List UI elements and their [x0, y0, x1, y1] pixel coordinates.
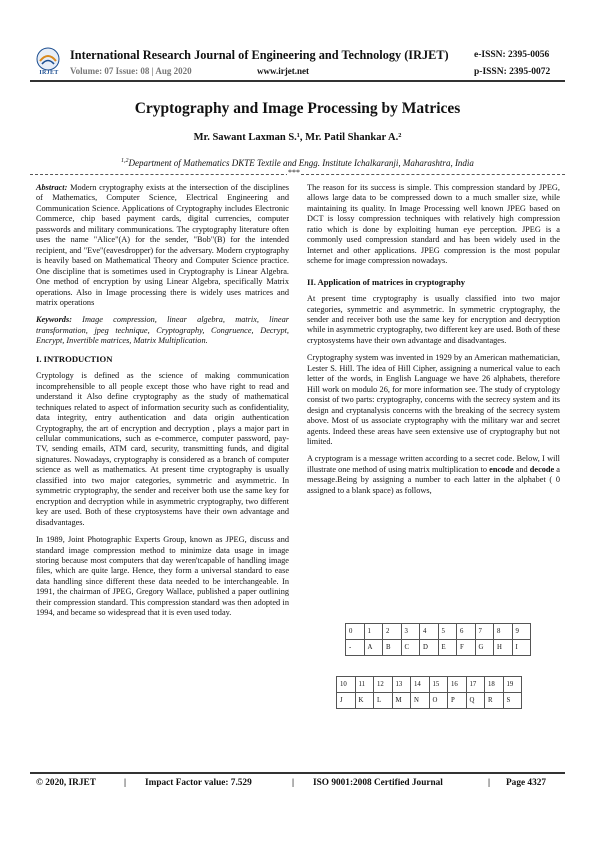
left-column	[36, 183, 289, 626]
footer-separator: |	[488, 778, 491, 788]
alphabet-table-1	[345, 623, 531, 656]
table-cell: 18	[485, 677, 504, 693]
alphabet-table-2	[336, 676, 522, 709]
table-cell: H	[494, 640, 513, 656]
table-cell: 15	[429, 677, 448, 693]
abstract-text: Modern cryptography exists at the intersection of the disciplines of Mathematics, Computer Science, Electrical Engineering and Communication Science. Applications of Cryptography includes Electronic Commerce, chip based payment cards, digital currencies, computer passwords and military communications. The cryptography literature often uses the name "Alice"(A) for the sender, "Bob"(B) for the intended recipient, and "Eve"(eavesdropper) for the adversary. Modern cryptography is heavily based on Mathematical Theory and Computer Science practice. One discipline that is sometimes used in Cryptography is Linear Algebra. One method of encryption by using Linear Algebra, specifically Matrix operations. Also in Image processing there is widely uses matrices and matrix operations	[36, 183, 289, 307]
table-cell: 8	[494, 624, 513, 640]
table2-letter-row	[337, 693, 522, 709]
website-link[interactable]: www.irjet.net	[257, 66, 309, 76]
table-cell: 16	[448, 677, 467, 693]
footer-copyright: © 2020, IRJET	[36, 778, 96, 788]
table-cell: G	[475, 640, 494, 656]
table-cell: D	[420, 640, 439, 656]
table-cell: 11	[355, 677, 374, 693]
affiliation-sup: 1,2	[121, 158, 129, 164]
table-cell: Q	[466, 693, 485, 709]
footer-rule	[30, 772, 565, 774]
jpeg-paragraph: The reason for its success is simple. This compression standard by JPEG, allows large data to be compressed down to a much smaller size, while maintaining its quality. In Image Processing well known JPEG based on DCT is lossy compression techniques with relatively high compression ratio which is done by exploiting human eye perception. JPEG is a commonly used compression standard and has been widely used in the Internet and other applications. JPEG compression is the most popular scheme for image compression nowadays.	[307, 183, 560, 266]
table-cell: E	[438, 640, 457, 656]
abstract	[36, 183, 289, 308]
footer-separator: |	[292, 778, 295, 788]
table-cell: C	[401, 640, 420, 656]
footer-impact-factor: Impact Factor value: 7.529	[145, 778, 252, 788]
p-issn: p-ISSN: 2395-0072	[474, 67, 551, 77]
table-cell: N	[411, 693, 430, 709]
separator-stars: ***	[288, 168, 300, 177]
table-cell: M	[392, 693, 411, 709]
table-cell: 7	[475, 624, 494, 640]
table-cell: 17	[466, 677, 485, 693]
intro-paragraph-1: Cryptology is defined as the science of making communication incomprehensible to all people except those who have right to read and understand it Also define cryptography as the study of mathematical techniques related to aspect of information security such as confidentiality, data integrity, entry authentication and data origin authentication Cryptography, the art of encryption and decryption , plays a major part in cellular communications, such as e-commerce, computer password, pay- TV, sending emails, ATM card, security, transmitting funds, and digital signatures. Nowadays, cryptography is considered as a branch of computer science as well as mathematics. At present time cryptography is usually classified into two major categories, symmetric and asymmetric. In symmetric cryptography, the sender and receiver both use the same key for encryption and decryption while in asymmetric cryptography, two different key are used. Both of these cryptosystems have their own advantage and disadvantages.	[36, 371, 289, 527]
right-column	[307, 183, 560, 503]
logo-text: IRJET	[39, 70, 59, 76]
table-cell: 14	[411, 677, 430, 693]
cryptogram-text-a: A cryptogram is a message written according to a secret code. Below, I will illustrate one method of using matrix multiplication to	[307, 454, 560, 474]
intro-paragraph-2: In 1989, Joint Photographic Experts Group, known as JPEG, discuss and standard image compression method to minimize data usage in image storing because most computers that day weren'tcapable of handling image files, which are quite large. Hence, they form a universal standard to ease data handling since different these data needed to be interchangeable. In 1991, the chairman of JPEG, Gregory Wallace, published a paper outlining their compression standard. This compression standard was then adopted in 1994, and became so widespread that it is even used today.	[36, 535, 289, 618]
paper-title: Cryptography and Image Processing by Matrices	[134, 100, 461, 117]
table1-letter-row	[346, 640, 531, 656]
table-cell: 10	[337, 677, 356, 693]
table-cell: I	[512, 640, 531, 656]
table-cell: 4	[420, 624, 439, 640]
keywords	[36, 315, 289, 346]
abstract-label: Abstract:	[36, 183, 68, 192]
table-cell: O	[429, 693, 448, 709]
keywords-label: Keywords:	[36, 315, 72, 325]
encode-word: encode	[489, 464, 514, 474]
table-cell: 0	[346, 624, 365, 640]
intro-heading: I. INTRODUCTION	[36, 353, 113, 364]
table-cell: 9	[512, 624, 531, 640]
table-cell: A	[364, 640, 383, 656]
footer-page-number: Page 4327	[506, 778, 547, 788]
table-cell: 2	[383, 624, 402, 640]
irjet-logo-icon	[36, 47, 60, 71]
table-cell: L	[374, 693, 393, 709]
table-cell: 1	[364, 624, 383, 640]
table-cell: S	[503, 693, 522, 709]
table2-number-row	[337, 677, 522, 693]
decode-word: decode	[529, 464, 555, 474]
footer-separator: |	[124, 778, 127, 788]
table-cell: 19	[503, 677, 522, 693]
cryptogram-paragraph	[307, 454, 560, 496]
header-rule	[30, 80, 565, 82]
table-cell: J	[337, 693, 356, 709]
table-cell: B	[383, 640, 402, 656]
table-cell: 12	[374, 677, 393, 693]
keywords-text: Image compression, linear algebra, matrix, linear transformation, jpeg technique, Cryptography, Congruence, Decrypt, Encrypt, Invertible matrices, Matrix Multiplication.	[36, 315, 289, 346]
table-cell: F	[457, 640, 476, 656]
table-cell: -	[346, 640, 365, 656]
table-cell: 6	[457, 624, 476, 640]
table1-number-row	[346, 624, 531, 640]
cryptogram-text-b: a message.Being by assigning a number to each latter in the alphabet ( 0 assigned to a blank space) as follows,	[307, 464, 560, 495]
footer-iso: ISO 9001:2008 Certified Journal	[313, 778, 443, 788]
cryptogram-and: and	[513, 464, 530, 474]
table-cell: P	[448, 693, 467, 709]
affiliation-text: Department of Mathematics DKTE Textile and Engg. Institute Ichalkaranji, Maharashtra, India	[128, 158, 474, 168]
table-cell: 3	[401, 624, 420, 640]
crypto-categories-paragraph: At present time cryptography is usually classified into two major categories, symmetric and asymmetric. In symmetric cryptography, the sender and receiver both use the same key for encryption and decryption while in asymmetric cryptography, two different key are used. Both of these cryptosystems have their own advantage and disadvantages.	[307, 294, 560, 345]
table-cell: 5	[438, 624, 457, 640]
authors: Mr. Sawant Laxman S.¹, Mr. Patil Shankar A.²	[193, 132, 402, 143]
e-issn: e-ISSN: 2395-0056	[474, 50, 550, 60]
table-cell: K	[355, 693, 374, 709]
hill-cipher-paragraph: Cryptography system was invented in 1929 by an American mathematician, Lester S. Hill. The idea of Hill Cipher, assigning a numerical value to each letter of the words, in English Language we have 26 alphabets, therefore Hill work on modulo 26, for more information see. The study of cryptology consist of two parts: cryptography, concerns with the secrecy system and its design and cryptanalysis concerns with the breaking of the secrecy system above. Most of us associate cryptography with the military war and secret agents. Indeed these areas have seen extensive use of cryptography but not limited.	[307, 353, 560, 446]
journal-title: International Research Journal of Engineering and Technology (IRJET)	[70, 48, 449, 62]
section-2-heading: II. Application of matrices in cryptography	[307, 276, 466, 287]
volume-issue: Volume: 07 Issue: 08 | Aug 2020	[70, 66, 192, 76]
table-cell: 13	[392, 677, 411, 693]
affiliation	[0, 158, 595, 168]
table-cell: R	[485, 693, 504, 709]
